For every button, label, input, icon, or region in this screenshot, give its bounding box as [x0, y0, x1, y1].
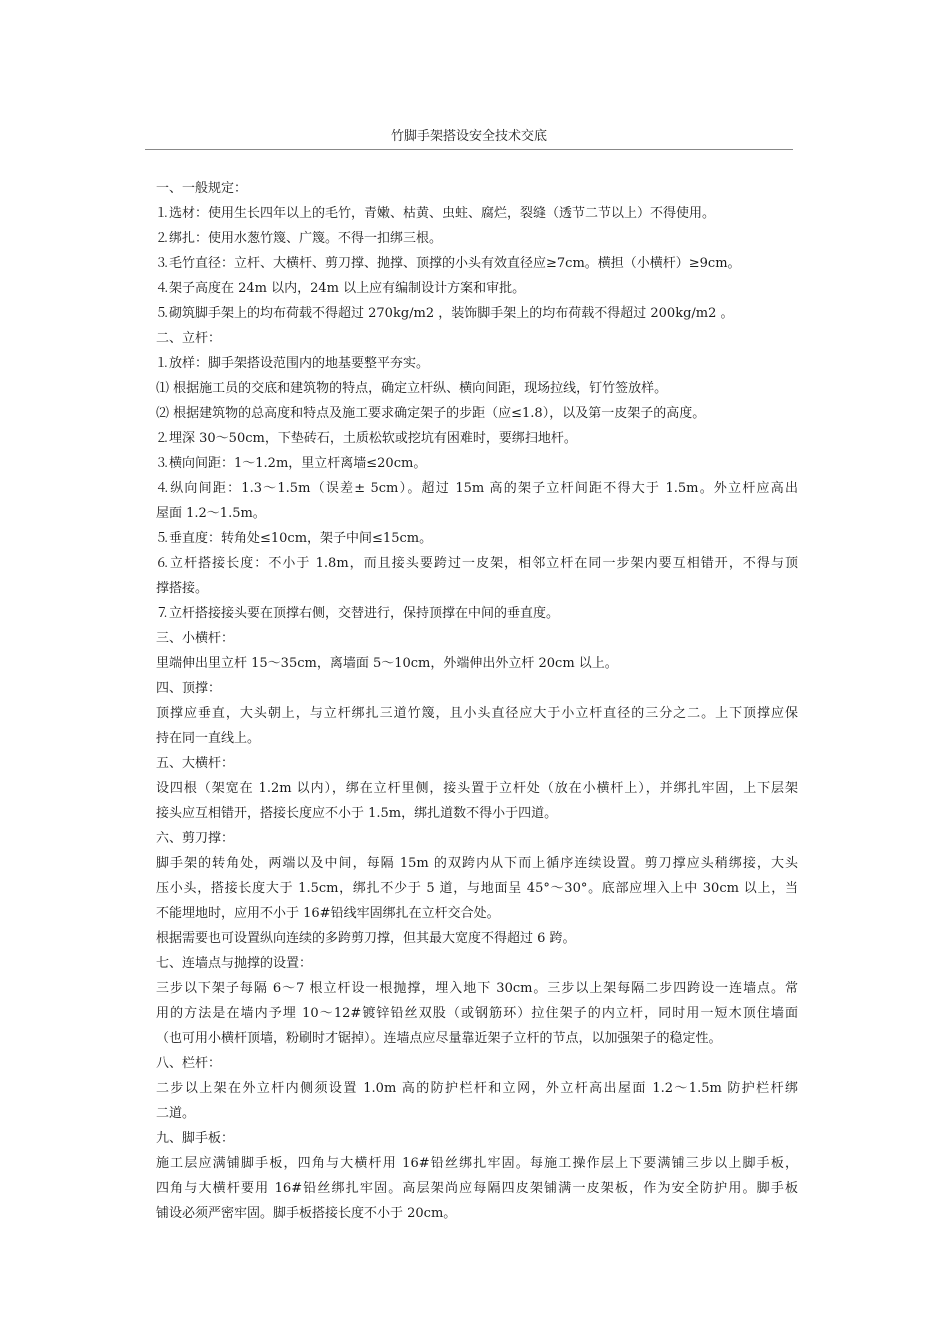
section-heading: 六、剪刀撑：	[156, 831, 235, 846]
section-heading: 五、大横杆：	[156, 756, 235, 771]
paragraph-line: ⒋纵向间距：1.3～1.5m（误差± 5cm）。超过 15m 高的架子立杆间距不得大于 1.5m。外立杆应高出	[156, 481, 798, 496]
paragraph-line: 屋面 1.2～1.5m。	[156, 506, 266, 521]
paragraph-line: ⒉绑扎：使用水葱竹篾、广篾。不得一扣绑三根。	[156, 231, 443, 246]
section-heading: 七、连墙点与抛撑的设置：	[156, 956, 313, 971]
document-body	[156, 176, 798, 1226]
paragraph-line: 压小头，搭接长度大于 1.5cm，绑扎不少于 5 道，与地面呈 45°～30°。底部应埋入上中 30cm 以上，当	[156, 881, 798, 896]
header-divider	[145, 149, 793, 150]
paragraph-line: ⒌垂直度：转角处≤10cm，架子中间≤15cm。	[156, 531, 433, 546]
paragraph-line: ⒈放样：脚手架搭设范围内的地基要整平夯实。	[156, 356, 430, 371]
paragraph-line: 用的方法是在墙内予埋 10～12#镀锌铅丝双股（或钢筋环）拉住架子的内立杆，同时用一短木顶住墙面	[156, 1006, 798, 1021]
paragraph-line: 铺设必须严密牢固。脚手板搭接长度不小于 20cm。	[156, 1206, 457, 1221]
paragraph-line: 里端伸出里立杆 15～35cm，离墙面 5～10cm，外端伸出外立杆 20cm 以上。	[156, 656, 618, 671]
paragraph-line: 设四根（架宽在 1.2m 以内），绑在立杆里侧，接头置于立杆处（放在小横杆上），并绑扎牢固，上下层架	[156, 781, 798, 796]
section-heading: 二、立杆：	[156, 331, 222, 346]
section-heading: 三、小横杆：	[156, 631, 235, 646]
paragraph-line: 脚手架的转角处，两端以及中间，每隔 15m 的双跨内从下而上循序连续设置。剪刀撑应头稍绑接，大头	[156, 856, 798, 871]
paragraph-line: 三步以下架子每隔 6～7 根立杆设一根抛撑，埋入地下 30cm。三步以上架每隔二步四跨设一连墙点。常	[156, 981, 798, 996]
paragraph-line: ⒋架子高度在 24m 以内，24m 以上应有编制设计方案和审批。	[156, 281, 526, 296]
paragraph-line: 撑搭接。	[156, 581, 209, 596]
paragraph-line: 根据需要也可设置纵向连续的多跨剪刀撑，但其最大宽度不得超过 6 跨。	[156, 931, 576, 946]
paragraph-line: 接头应互相错开，搭接长度应不小于 1.5m，绑扎道数不得小于四道。	[156, 806, 558, 821]
paragraph-line: ⒈选材：使用生长四年以上的毛竹，青嫩、枯黄、虫蛀、腐烂，裂缝（透节二节以上）不得使用。	[156, 206, 716, 221]
paragraph-line: 四角与大横杆要用 16#铅丝绑扎牢固。高层架尚应每隔四皮架铺满一皮架板，作为安全防护用。脚手板	[156, 1181, 798, 1196]
paragraph-line: 二步以上架在外立杆内侧须设置 1.0m 高的防护栏杆和立网，外立杆高出屋面 1.2～1.5m 防护栏杆绑	[156, 1081, 798, 1096]
paragraph-line: ⒉埋深 30～50cm，下垫砖石，土质松软或挖坑有困难时，要绑扫地杆。	[156, 431, 577, 446]
section-heading: 九、脚手板：	[156, 1131, 235, 1146]
paragraph-line: （也可用小横杆顶墙，粉刷时才锯掉）。连墙点应尽量靠近架子立杆的节点，以加强架子的稳定性。	[156, 1031, 722, 1046]
paragraph-line: ⒊毛竹直径：立杆、大横杆、剪刀撑、抛撑、顶撑的小头有效直径应≥7cm。横担（小横杆）≥9cm。	[156, 256, 741, 271]
paragraph-line: 二道。	[156, 1106, 196, 1121]
paragraph-line: ⒊横向间距：1～1.2m，里立杆离墙≤20cm。	[156, 456, 427, 471]
paragraph-line: ⒎立杆搭接接头要在顶撑右侧，交替进行，保持顶撑在中间的垂直度。	[156, 606, 560, 621]
paragraph-line: 不能埋地时，应用不小于 16#铅线牢固绑扎在立杆交合处。	[156, 906, 500, 921]
paragraph-line: 施工层应满铺脚手板，四角与大横杆用 16#铅丝绑扎牢固。每施工操作层上下要满铺三步以上脚手板，	[156, 1156, 798, 1171]
section-heading: 四、顶撑：	[156, 681, 222, 696]
paragraph-line: ⑵ 根据建筑物的总高度和特点及施工要求确定架子的步距（应≤1.8），以及第一皮架子的高度。	[156, 406, 706, 421]
paragraph-line: 顶撑应垂直，大头朝上，与立杆绑扎三道竹篾，且小头直径应大于小立杆直径的三分之二。上下顶撑应保	[156, 706, 798, 721]
section-heading: 一、一般规定：	[156, 181, 248, 196]
paragraph-line: ⒌砌筑脚手架上的均布荷载不得超过 270kg/m2 ，装饰脚手架上的均布荷载不得超过 200kg/m2 。	[156, 306, 734, 321]
paragraph-line: ⒍立杆搭接长度：不小于 1.8m，而且接头要跨过一皮架，相邻立杆在同一步架内要互相错开，不得与顶	[156, 556, 798, 571]
paragraph-line: ⑴ 根据施工员的交底和建筑物的特点，确定立杆纵、横向间距，现场拉线，钉竹签放样。	[156, 381, 668, 396]
paragraph-line: 持在同一直线上。	[156, 731, 261, 746]
section-heading: 八、栏杆：	[156, 1056, 222, 1071]
document-title: 竹脚手架搭设安全技术交底	[390, 129, 547, 144]
